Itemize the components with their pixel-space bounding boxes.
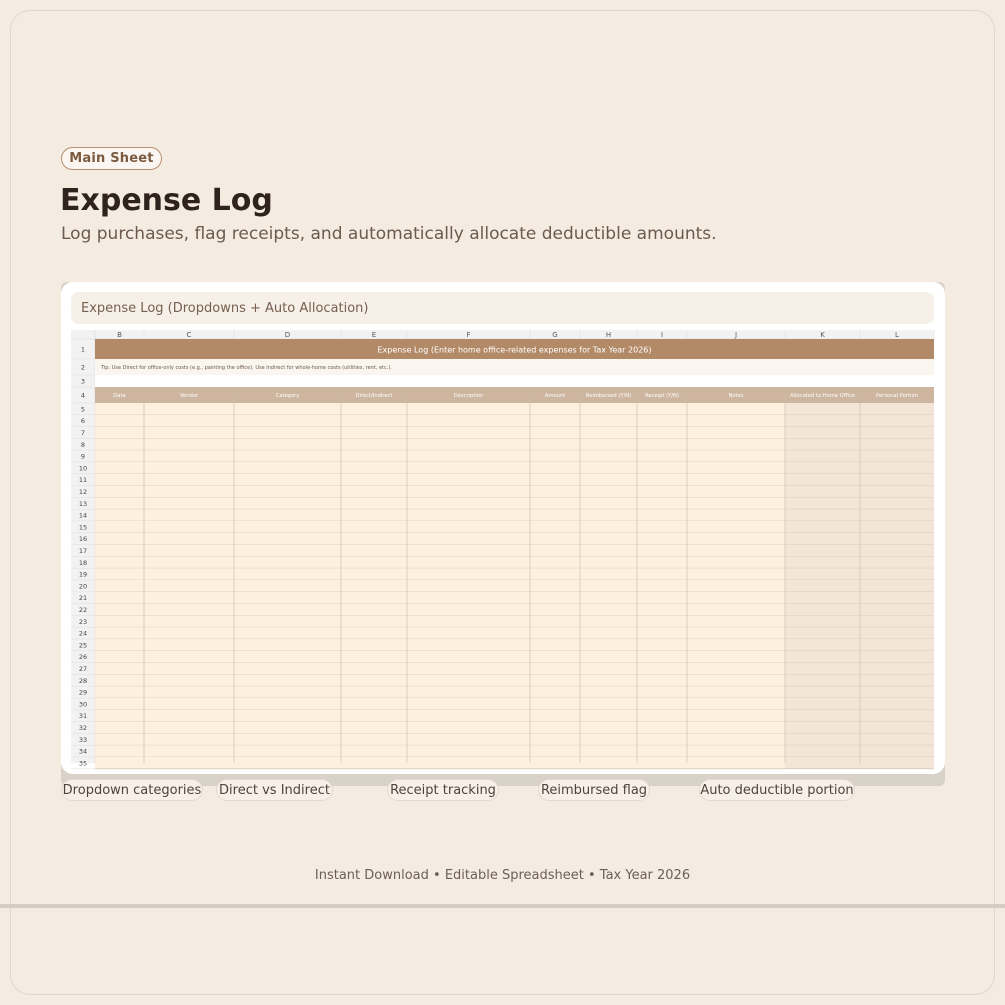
input-row-5 [95, 403, 785, 415]
input-row-19 [95, 568, 785, 580]
computed-row-6 [785, 415, 934, 427]
header-cell-6: Reimbursed (Y/N) [585, 393, 632, 399]
input-row-28 [95, 674, 785, 686]
computed-row-24 [785, 627, 934, 639]
row-number-30: 30 [78, 700, 88, 709]
header-cell-4: Description [453, 393, 484, 399]
column-letter-H: H [605, 331, 612, 339]
computed-row-13 [785, 497, 934, 509]
computed-row-17 [785, 545, 934, 557]
computed-row-20 [785, 580, 934, 592]
column-letter-J: J [734, 331, 738, 339]
computed-row-28 [785, 674, 934, 686]
column-letter-E: E [371, 331, 377, 339]
input-row-22 [95, 604, 785, 616]
computed-row-32 [785, 722, 934, 734]
column-letter-G: G [552, 331, 558, 339]
spreadsheet-grid[interactable] [71, 330, 934, 768]
feature-chip-auto-deductible-portion: Auto deductible portion [699, 779, 855, 801]
row-number-16: 16 [78, 535, 88, 544]
computed-row-25 [785, 639, 934, 651]
row-number-27: 27 [78, 665, 88, 673]
header-cell-0: Date [113, 393, 126, 399]
row-number-17: 17 [78, 547, 88, 555]
computed-row-30 [785, 698, 934, 710]
input-row-29 [95, 686, 785, 698]
header-cell-9: Allocated to Home Office [790, 393, 855, 399]
footer-text: Instant Download • Editable Spreadsheet • Tax Year 2026 [314, 868, 691, 883]
row-number-20: 20 [78, 582, 88, 591]
computed-row-26 [785, 651, 934, 663]
computed-row-7 [785, 427, 934, 439]
row-number-25: 25 [78, 641, 88, 650]
input-row-31 [95, 710, 785, 722]
computed-row-22 [785, 604, 934, 616]
computed-row-8 [785, 438, 934, 450]
computed-row-34 [785, 745, 934, 757]
row-number-10: 10 [78, 464, 88, 473]
row-number-12: 12 [78, 488, 88, 496]
computed-row-16 [785, 533, 934, 545]
input-row-25 [95, 639, 785, 651]
input-row-24 [95, 627, 785, 639]
header-cell-10: Personal Portion [876, 393, 918, 399]
column-letter-K: K [820, 331, 825, 339]
column-letter-I: I [660, 331, 664, 339]
input-row-35 [95, 757, 785, 769]
row-number-32: 32 [78, 724, 88, 732]
sheet-badge: Main Sheet [61, 147, 162, 170]
row-number-13: 13 [78, 499, 88, 508]
row-number-15: 15 [78, 523, 88, 532]
row-number-8: 8 [80, 440, 86, 449]
input-row-15 [95, 521, 785, 533]
header-cell-3: Direct/Indirect [355, 393, 393, 399]
page-subtitle: Log purchases, flag receipts, and automatically allocate deductible amounts. [61, 224, 717, 244]
row-number-18: 18 [78, 558, 88, 567]
header-cell-8: Notes [728, 393, 744, 399]
feature-chip-reimbursed-flag: Reimbursed flag [538, 779, 650, 801]
column-letter-F: F [466, 331, 471, 339]
row-number-31: 31 [78, 712, 88, 721]
feature-chip-direct-vs-indirect: Direct vs Indirect [216, 779, 333, 801]
row-number-22: 22 [78, 606, 88, 614]
computed-row-19 [785, 568, 934, 580]
computed-row-35 [785, 757, 934, 769]
column-letter-C: C [186, 331, 192, 339]
computed-row-9 [785, 450, 934, 462]
row-number-26: 26 [78, 653, 88, 662]
computed-row-15 [785, 521, 934, 533]
row-number-9: 9 [80, 452, 86, 461]
blank-row [95, 375, 934, 387]
row-number-19: 19 [78, 570, 88, 579]
row-number-1: 1 [80, 345, 86, 354]
input-row-7 [95, 427, 785, 439]
input-row-27 [95, 663, 785, 675]
header-cell-2: Category [275, 393, 300, 399]
computed-row-33 [785, 733, 934, 745]
column-letter-L: L [895, 331, 899, 339]
banner-text: Expense Log (Enter home office-related expenses for Tax Year 2026) [377, 345, 652, 355]
row-number-14: 14 [78, 511, 88, 520]
computed-row-18 [785, 556, 934, 568]
card-title: Expense Log (Dropdowns + Auto Allocation) [71, 292, 934, 324]
input-row-23 [95, 615, 785, 627]
input-row-8 [95, 438, 785, 450]
row-number-2: 2 [80, 363, 86, 372]
tip-text: Tip: Use Direct for office-only costs (e.g., painting the office). Use Indirect for whole-home costs (utilities, rent, etc.). [101, 365, 392, 371]
row-number-33: 33 [78, 735, 88, 744]
column-letter-B: B [117, 331, 122, 339]
row-number-24: 24 [78, 629, 88, 638]
computed-row-10 [785, 462, 934, 474]
row-number-29: 29 [78, 688, 88, 697]
input-row-13 [95, 497, 785, 509]
input-row-14 [95, 509, 785, 521]
column-letter-D: D [284, 331, 291, 339]
input-row-33 [95, 733, 785, 745]
computed-row-29 [785, 686, 934, 698]
computed-row-31 [785, 710, 934, 722]
input-row-34 [95, 745, 785, 757]
row-number-34: 34 [78, 747, 88, 756]
row-number-28: 28 [78, 676, 88, 685]
computed-row-11 [785, 474, 934, 486]
computed-row-21 [785, 592, 934, 604]
computed-row-5 [785, 403, 934, 415]
input-row-26 [95, 651, 785, 663]
row-number-23: 23 [78, 617, 88, 626]
row-number-21: 21 [78, 594, 88, 603]
computed-row-12 [785, 486, 934, 498]
computed-row-14 [785, 509, 934, 521]
row-number-7: 7 [80, 429, 86, 437]
feature-chip-receipt-tracking: Receipt tracking [387, 779, 499, 801]
row-number-6: 6 [80, 417, 86, 426]
column-header-strip [71, 330, 934, 339]
input-row-17 [95, 545, 785, 557]
row-number-35: 35 [78, 759, 88, 768]
header-cell-7: Receipt (Y/N) [645, 393, 679, 399]
page-title: Expense Log [60, 183, 273, 218]
header-cell-5: Amount [544, 393, 566, 399]
input-row-6 [95, 415, 785, 427]
input-row-32 [95, 722, 785, 734]
computed-row-23 [785, 615, 934, 627]
input-row-20 [95, 580, 785, 592]
computed-row-27 [785, 663, 934, 675]
input-row-16 [95, 533, 785, 545]
header-cell-1: Vendor [179, 393, 199, 399]
input-row-30 [95, 698, 785, 710]
row-number-4: 4 [80, 391, 86, 400]
row-number-3: 3 [80, 377, 86, 386]
input-row-11 [95, 474, 785, 486]
row-number-5: 5 [80, 405, 86, 414]
input-row-18 [95, 556, 785, 568]
input-row-10 [95, 462, 785, 474]
input-row-12 [95, 486, 785, 498]
row-number-11: 11 [78, 476, 88, 485]
input-row-21 [95, 592, 785, 604]
input-row-9 [95, 450, 785, 462]
divider [0, 904, 1005, 908]
feature-chip-dropdown-categories: Dropdown categories [61, 779, 203, 801]
